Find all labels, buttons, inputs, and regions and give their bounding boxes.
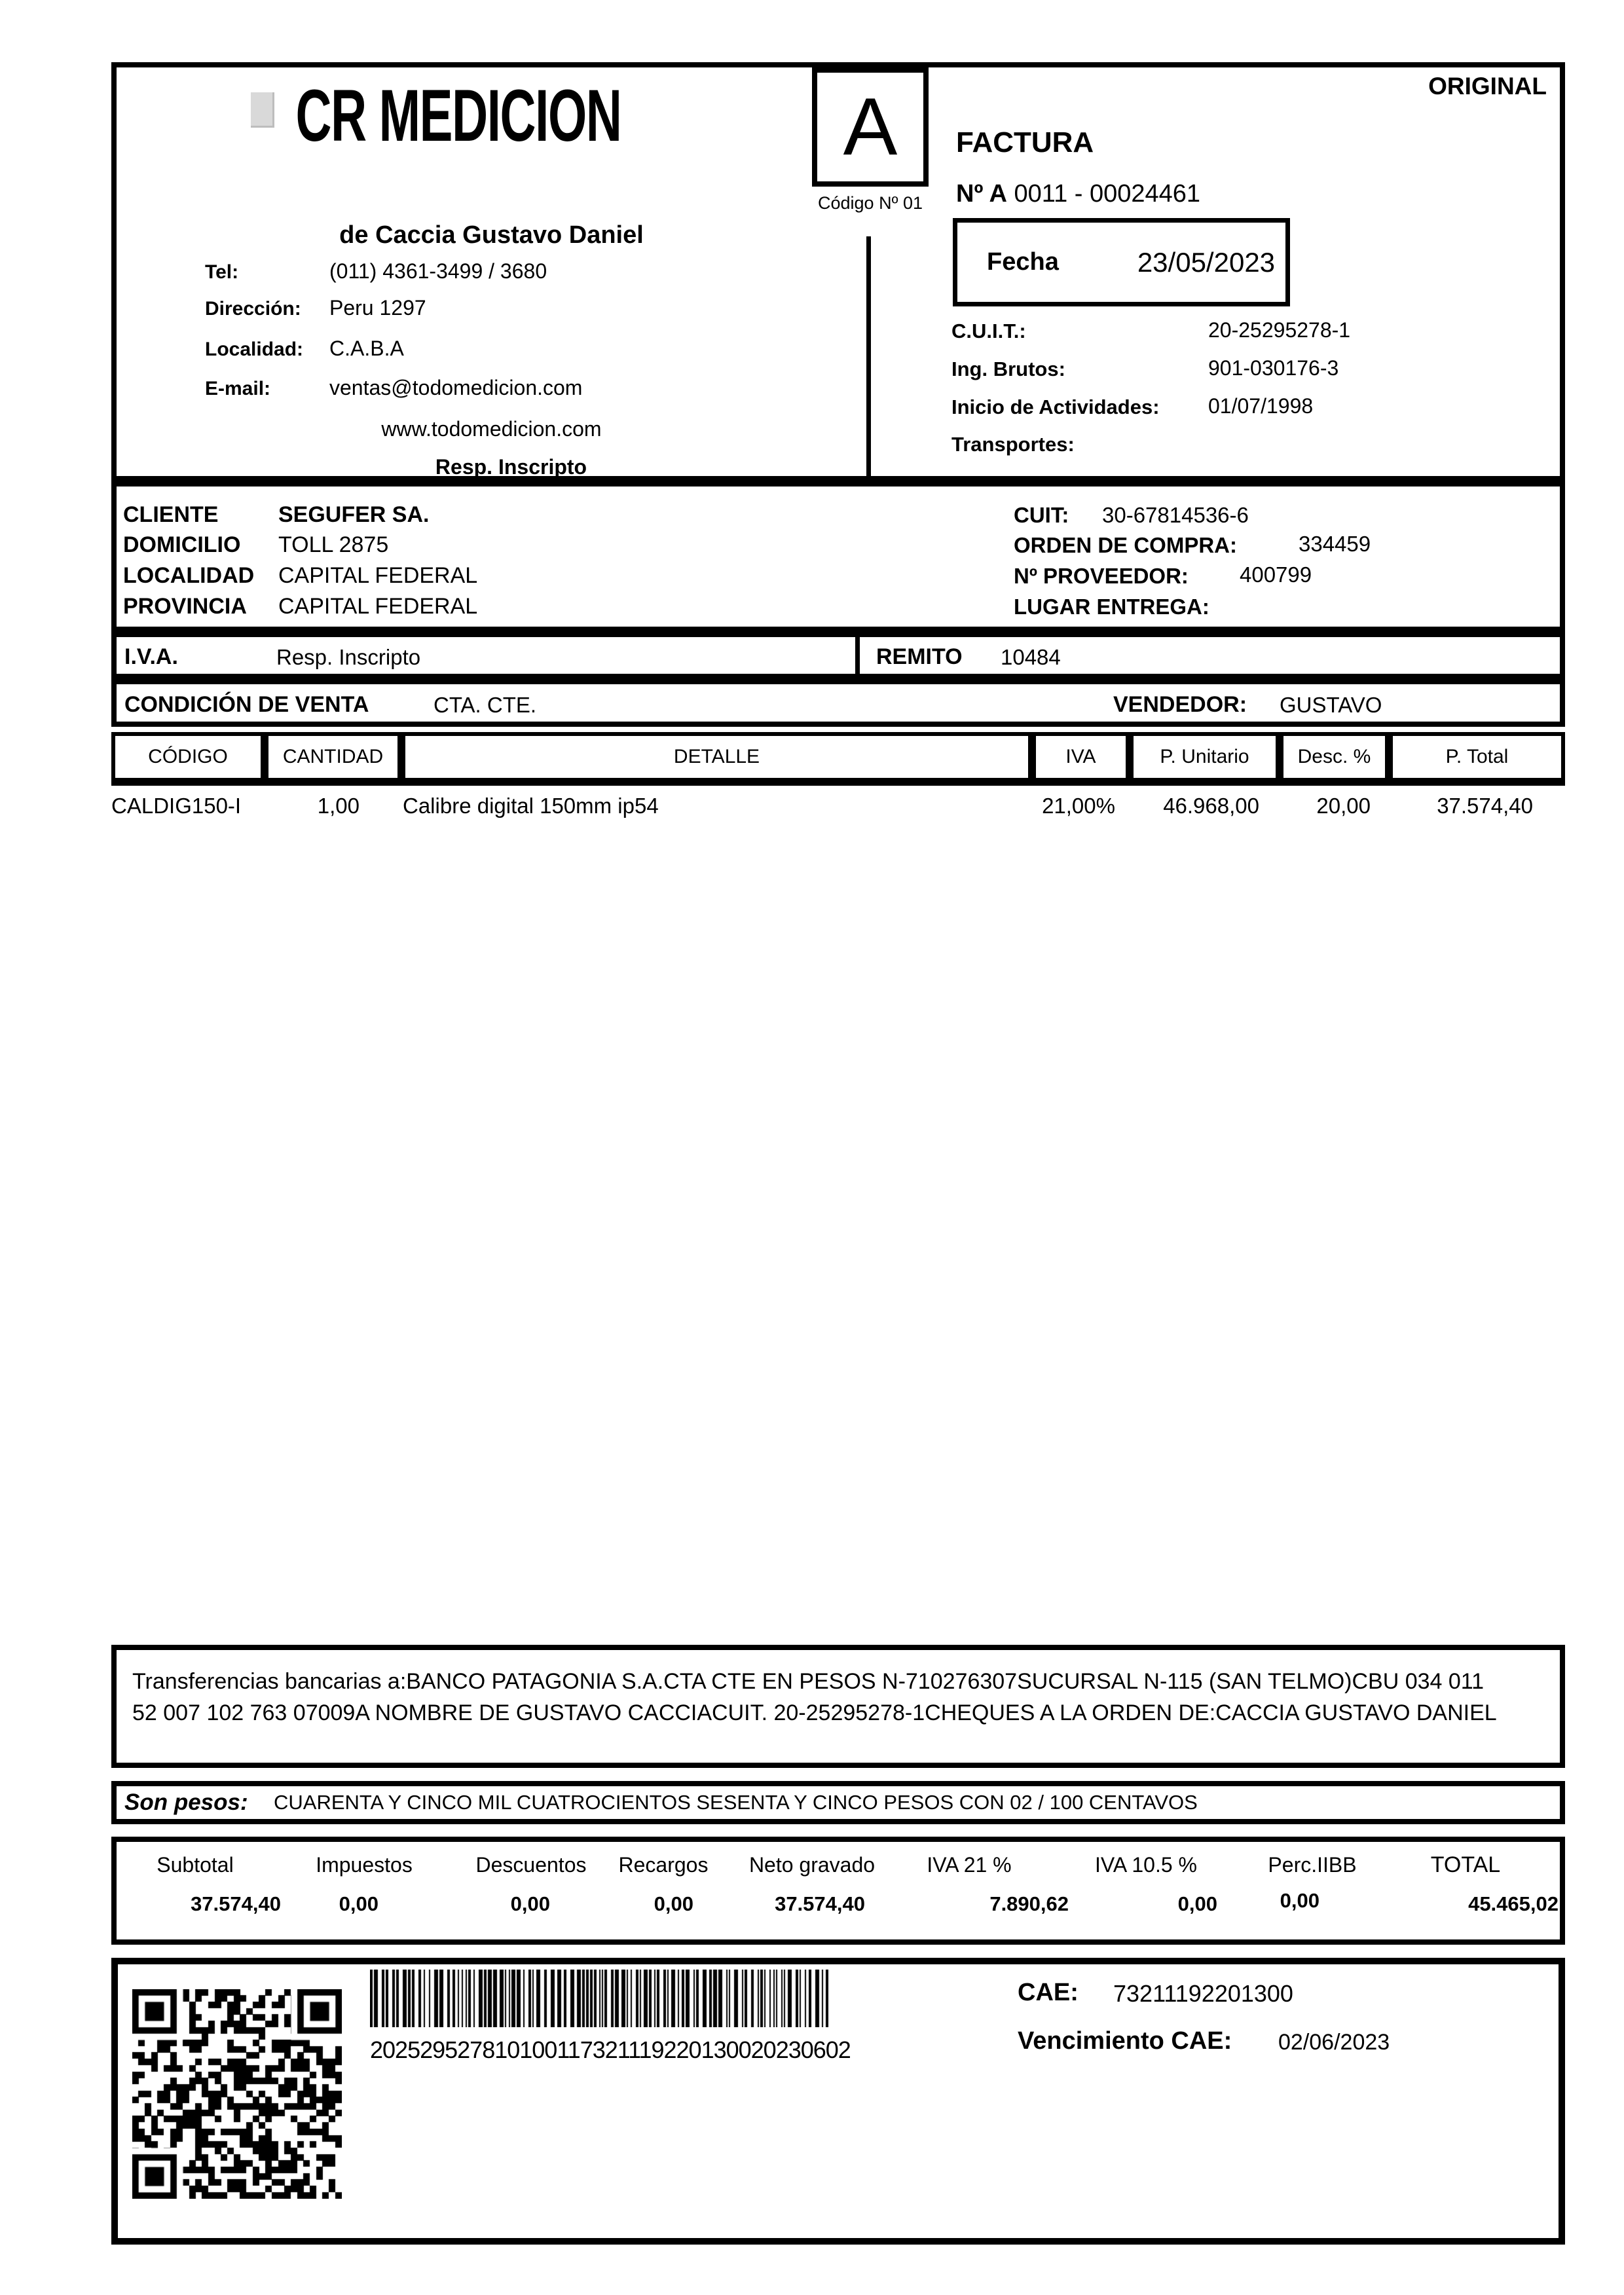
city-label: Localidad:: [205, 339, 304, 360]
client-cuit: 30-67814536-6: [1102, 503, 1249, 527]
cae-due-date: 02/06/2023: [1278, 2030, 1390, 2055]
col-header-detalle: DETALLE: [401, 732, 1032, 782]
invoice-letter-box: [812, 67, 929, 187]
total-col-label: Perc.IIBB: [1268, 1853, 1357, 1877]
address-value: Peru 1297: [329, 296, 426, 320]
company-logo: CR MEDICION: [295, 75, 621, 156]
date-box: [953, 218, 1290, 306]
doc-type-label: FACTURA: [956, 126, 1094, 158]
transport-label: Transportes:: [951, 433, 1075, 456]
amount-words-text: CUARENTA Y CINCO MIL CUATROCIENTOS SESENTA Y CINCO PESOS CON 02 / 100 CENTAVOS: [274, 1791, 1198, 1814]
activity-start-label: Inicio de Actividades:: [951, 395, 1160, 418]
payment-info-text: Transferencias bancarias a:BANCO PATAGONIA S.A.CTA CTE EN PESOS N-710276307SUCURSAL N-115 (SAN TELMO)CBU 034 011 52 007 102 763 07009A NOMBRE DE GUSTAVO CACCIACUIT. 20-25295278-1CHEQUES A LA ORDEN DE:CACCIA GUSTAVO DANIEL: [132, 1669, 1497, 1726]
total-col-value: 37.574,40: [191, 1892, 281, 1915]
col-header-p-total: P. Total: [1389, 732, 1565, 782]
items-table-header: [111, 732, 1565, 786]
col-header-iva: IVA: [1032, 732, 1130, 782]
company-owner: de Caccia Gustavo Daniel: [339, 221, 644, 249]
invoice-letter-code: Código Nº 01: [818, 193, 923, 213]
remito-label: REMITO: [876, 644, 963, 669]
cuit-value: 20-25295278-1: [1208, 318, 1351, 342]
doc-number: 0011 - 00024461: [1014, 180, 1201, 208]
total-col-value: 0,00: [510, 1892, 550, 1915]
barcode-number: 202529527810100117321119220130020230602: [370, 2036, 851, 2063]
activity-start-value: 01/07/1998: [1208, 394, 1314, 418]
email-value: ventas@todomedicion.com: [329, 376, 583, 399]
client-name: SEGUFER SA.: [278, 502, 430, 527]
item-discount: 20,00: [1316, 794, 1371, 818]
cae-number: 73211192201300: [1113, 1980, 1293, 2007]
total-col-label: TOTAL: [1430, 1852, 1501, 1877]
iva-condition-label: I.V.A.: [124, 644, 178, 669]
total-col-label: Subtotal: [157, 1853, 234, 1877]
seller-name: GUSTAVO: [1280, 693, 1382, 717]
client-province-label: PROVINCIA: [123, 594, 247, 619]
total-col-value: 0,00: [1280, 1889, 1320, 1912]
barcode: [370, 1970, 828, 2027]
email-label: E-mail:: [205, 378, 271, 399]
date-value: 23/05/2023: [1137, 246, 1276, 278]
doc-number-line: [956, 180, 1200, 208]
total-col-label: Descuentos: [475, 1853, 587, 1877]
client-city: CAPITAL FEDERAL: [278, 563, 478, 588]
payment-info-section: [111, 1645, 1565, 1768]
original-label: ORIGINAL: [1428, 73, 1547, 100]
cae-label: CAE:: [1018, 1979, 1079, 2006]
header-section: [111, 62, 1565, 481]
total-col-value: 45.465,02: [1468, 1892, 1559, 1915]
footer-section: [111, 1958, 1565, 2245]
purchase-order-label: ORDEN DE COMPRA:: [1014, 533, 1238, 557]
total-col-label: Recargos: [618, 1853, 709, 1877]
item-unit-price: 46.968,00: [1163, 794, 1259, 818]
col-header-p-unitario: P. Unitario: [1130, 732, 1280, 782]
tel-value: (011) 4361-3499 / 3680: [329, 259, 547, 283]
client-address: TOLL 2875: [278, 532, 389, 557]
iibb-value: 901-030176-3: [1208, 356, 1339, 380]
iibb-label: Ing. Brutos:: [951, 358, 1065, 380]
sale-condition-label: CONDICIÓN DE VENTA: [124, 692, 369, 717]
client-province: CAPITAL FEDERAL: [278, 594, 478, 619]
vendor-number-label: Nº PROVEEDOR:: [1014, 564, 1189, 588]
tel-label: Tel:: [205, 261, 239, 283]
total-col-value: 0,00: [1177, 1892, 1217, 1915]
address-label: Dirección:: [205, 298, 301, 320]
totals-section: [111, 1837, 1565, 1945]
amount-in-words-section: [111, 1781, 1565, 1824]
item-iva: 21,00%: [1042, 794, 1115, 818]
sale-condition-row: [111, 679, 1565, 727]
invoice-letter: A: [843, 82, 898, 172]
qr-code: [132, 1989, 342, 2199]
item-code: CALDIG150-I: [111, 794, 242, 818]
purchase-order: 334459: [1299, 532, 1371, 556]
client-address-label: DOMICILIO: [123, 532, 241, 557]
col-header-desc: Desc. %: [1280, 732, 1389, 782]
date-label: Fecha: [987, 248, 1059, 276]
total-col-value: 37.574,40: [775, 1892, 865, 1915]
iva-condition-value: Resp. Inscripto: [276, 645, 421, 669]
total-col-label: Neto gravado: [748, 1853, 876, 1877]
client-section: [111, 481, 1565, 632]
col-header-cantidad: CANTIDAD: [265, 732, 401, 782]
remito-number: 10484: [1001, 645, 1061, 669]
total-col-label: Impuestos: [316, 1853, 413, 1877]
total-col-value: 7.890,62: [989, 1892, 1069, 1915]
total-col-value: 0,00: [654, 1892, 693, 1915]
item-total: 37.574,40: [1437, 794, 1533, 818]
total-col-value: 0,00: [339, 1892, 378, 1915]
delivery-place-label: LUGAR ENTREGA:: [1014, 595, 1209, 619]
client-name-label: CLIENTE: [123, 502, 219, 527]
sale-condition-value: CTA. CTE.: [434, 693, 537, 717]
cuit-label: C.U.I.T.:: [951, 320, 1026, 342]
client-city-label: LOCALIDAD: [123, 563, 255, 588]
company-tax-status: Resp. Inscripto: [435, 455, 587, 479]
amount-words-label: Son pesos:: [124, 1790, 248, 1815]
item-quantity: 1,00: [317, 794, 360, 818]
total-col-label: IVA 21 %: [927, 1853, 1012, 1877]
item-description: Calibre digital 150mm ip54: [403, 794, 659, 818]
cae-due-label: Vencimiento CAE:: [1018, 2027, 1232, 2055]
header-divider-line: [866, 236, 871, 476]
total-col-label: IVA 10.5 %: [1095, 1853, 1197, 1877]
client-cuit-label: CUIT:: [1014, 503, 1069, 527]
col-header-codigo: CÓDIGO: [111, 732, 265, 782]
vendor-number: 400799: [1240, 562, 1312, 587]
iva-remito-divider: [855, 637, 860, 674]
city-value: C.A.B.A: [329, 337, 404, 360]
doc-number-label: Nº A: [956, 180, 1007, 208]
company-website: www.todomedicion.com: [381, 417, 602, 441]
iva-remito-row: [111, 632, 1565, 679]
seller-label: VENDEDOR:: [1113, 692, 1247, 717]
